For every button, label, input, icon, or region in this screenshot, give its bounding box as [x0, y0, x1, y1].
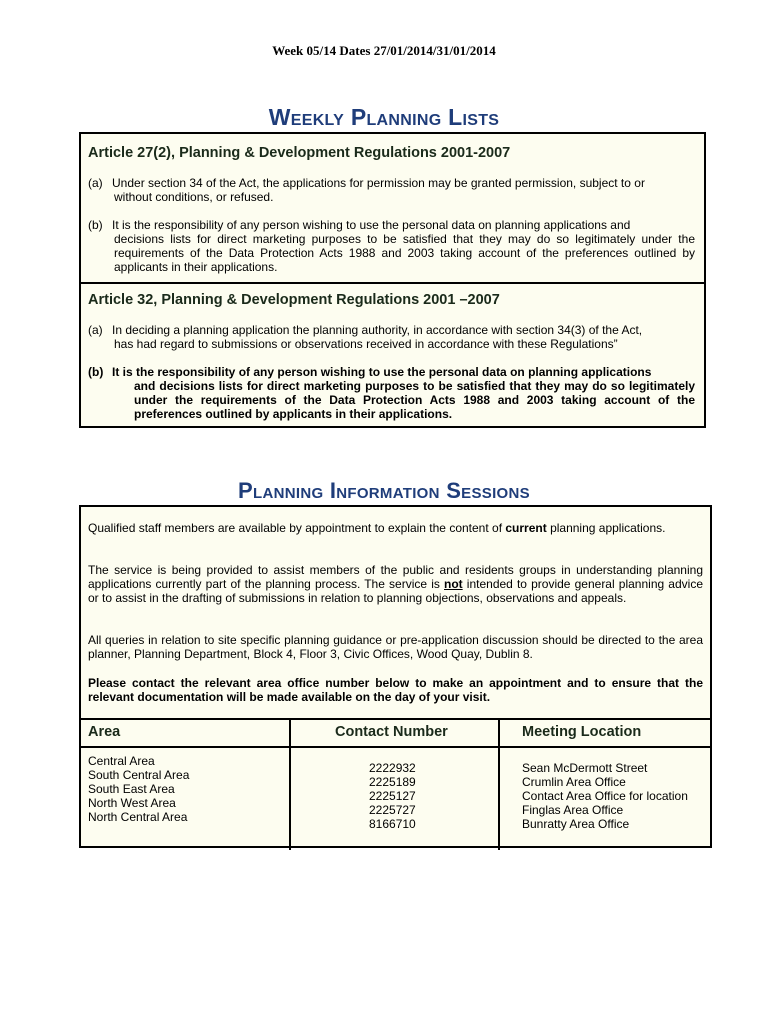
area-column [81, 720, 291, 850]
p2-bold-text: not [444, 577, 463, 591]
table-cell: Bunratty Area Office [522, 817, 630, 831]
table-cell: Crumlin Area Office [522, 775, 626, 789]
table-cell: South East Area [88, 782, 175, 796]
contact-number-column [291, 720, 500, 850]
item-label: (a) [88, 323, 103, 337]
item-text: It is the responsibility of any person wishing to use the personal data on planning applications and [112, 218, 631, 232]
item-text: It is the responsibility of any person wishing to use the personal data on planning applications [112, 365, 652, 379]
table-cell: 2225727 [369, 803, 416, 817]
article-32-item-b [88, 365, 695, 421]
weekly-planning-lists-title: Weekly Planning Lists [268, 104, 500, 130]
item-label: (a) [88, 176, 103, 190]
area-header: Area [88, 724, 121, 740]
table-cell: Finglas Area Office [522, 803, 624, 817]
planning-information-sessions-title: Planning Information Sessions [238, 478, 530, 503]
table-cell: Central Area [88, 754, 155, 768]
item-text-continued: without conditions, or refused. [114, 190, 274, 204]
article-32-item-a [88, 323, 695, 351]
sessions-paragraph-2 [88, 563, 703, 605]
item-text-continued: decisions lists for direct marketing purposes to be satisfied that they may do so legitimately under the requirements of the Data Protection Acts 1988 and 2003 taking account of the preferences outlined by applicants in their applications. [114, 232, 695, 274]
item-text: In deciding a planning application the planning authority, in accordance with section 34(3) of the Act, [112, 323, 643, 337]
table-cell: 8166710 [369, 817, 416, 831]
table-cell: 2225127 [369, 789, 416, 803]
contact-number-header: Contact Number [335, 724, 448, 740]
p2-text: The service is being provided to assist members of the public and residents groups in understanding planning applications currently part of the planning process. The service is [88, 563, 703, 591]
meeting-location-column [500, 720, 710, 850]
item-text-continued: has had regard to submissions or observations received in accordance with these Regulations” [114, 337, 618, 351]
article-32-heading: Article 32, Planning & Development Regulations 2001 –2007 [88, 292, 500, 308]
p2-text-after: intended to provide general planning advice or to assist in the drafting of submissions in relation to planning objections, observations and appeals. [88, 577, 703, 605]
week-dates-header: Week 05/14 Dates 27/01/2014/31/01/2014 [272, 43, 496, 58]
sessions-paragraph-4: Please contact the relevant area office number below to make an appointment and to ensure that the relevant documentation will be made available on the day of your visit. [88, 676, 703, 704]
table-cell: North Central Area [88, 810, 188, 824]
sessions-paragraph-3: All queries in relation to site specific planning guidance or pre-application discussion should be directed to the area planner, Planning Department, Block 4, Floor 3, Civic Offices, Wood Quay, Dublin 8. [88, 633, 703, 661]
article-27-section [81, 134, 704, 284]
article-27-heading: Article 27(2), Planning & Development Regulations 2001-2007 [88, 145, 511, 161]
item-text: Under section 34 of the Act, the applications for permission may be granted permission, subject to or [112, 176, 645, 190]
p1-text-after: planning applications. [550, 521, 666, 535]
table-cell: Contact Area Office for location [522, 789, 688, 803]
p1-bold-text: current [505, 521, 547, 535]
table-cell: 2222932 [369, 761, 416, 775]
item-label: (b) [88, 365, 104, 379]
table-cell: South Central Area [88, 768, 190, 782]
article-27-item-b [88, 218, 695, 274]
number-list [369, 761, 416, 831]
meeting-location-header: Meeting Location [522, 724, 642, 740]
contact-table [81, 718, 710, 850]
area-list [88, 754, 189, 824]
table-cell: Sean McDermott Street [522, 761, 648, 775]
table-cell: North West Area [88, 796, 176, 810]
regulations-box [79, 132, 706, 428]
sessions-box [79, 505, 712, 848]
p1-text: Qualified staff members are available by appointment to explain the content of [88, 521, 503, 535]
item-text-continued: and decisions lists for direct marketing purposes to be satisfied that they may do so legitimately under the requirements of the Data Protection Acts 1988 and 2003 taking account of the preferences outlined by applicants in their applications. [134, 379, 695, 421]
item-label: (b) [88, 218, 103, 232]
table-header-divider [81, 746, 710, 748]
sessions-paragraph-1 [88, 521, 703, 535]
location-list [522, 761, 688, 831]
table-cell: 2225189 [369, 775, 416, 789]
article-27-item-a [88, 176, 695, 204]
